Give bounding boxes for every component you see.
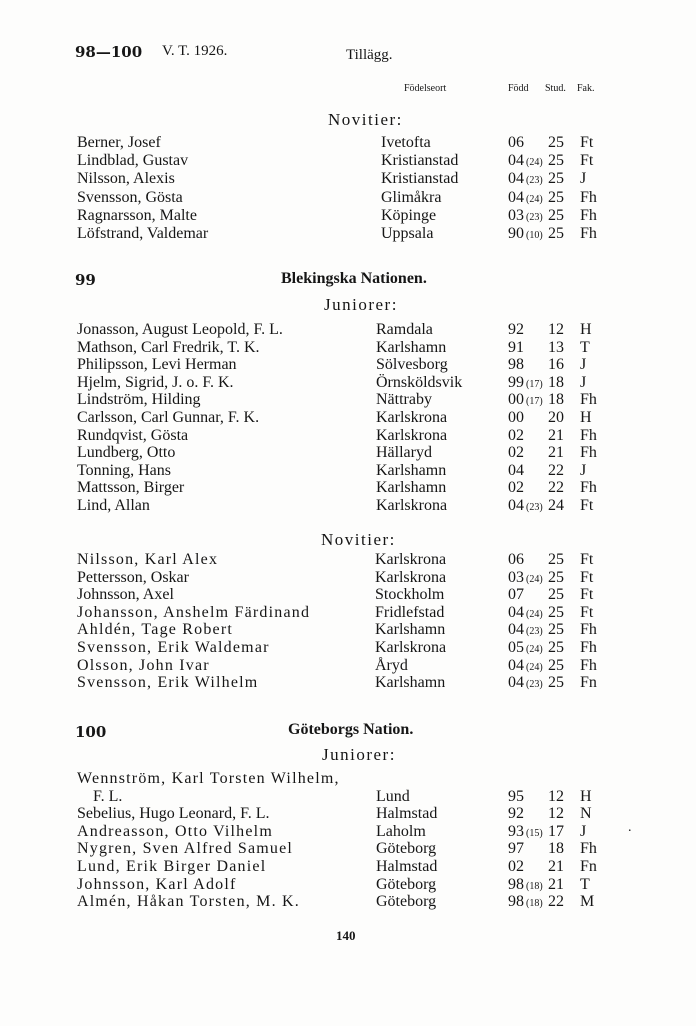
table-row [0, 427, 696, 445]
stray-mark: . [628, 820, 632, 835]
entry-stud-year: 25 [548, 603, 564, 621]
entry-born: 02 [508, 479, 524, 497]
entry-stud-year: 25 [548, 586, 564, 604]
entry-matric-note: (18) [526, 880, 543, 892]
entry-matric-note: (23) [526, 175, 543, 187]
entry-born: 97 [508, 840, 524, 858]
table-row [0, 356, 696, 374]
entry-matric-note: (18) [526, 898, 543, 910]
entry-name: Jonasson, August Leopold, F. L. [77, 321, 283, 338]
table-row [0, 569, 696, 587]
entry-born: 04 [508, 188, 524, 206]
entry-birthplace: Karlshamn [376, 461, 447, 479]
table-row [0, 657, 696, 675]
entry-name: Berner, Josef [77, 134, 161, 151]
entry-name: Lindblad, Gustav [77, 152, 189, 170]
entry-born: 91 [508, 338, 524, 356]
entry-birthplace: Kristianstad [381, 170, 459, 188]
entry-faculty: J [580, 373, 587, 391]
entry-name: Svensson, Gösta [77, 188, 183, 206]
entry-matric-note: (24) [526, 573, 543, 585]
entry-stud-year: 21 [548, 426, 564, 444]
entry-faculty: J [580, 461, 587, 479]
entry-name: Ragnarsson, Malte [77, 206, 197, 224]
entry-matric-note: (23) [526, 679, 543, 691]
entry-born: 03 [508, 206, 524, 224]
entry-name: Johansson, Anshelm Färdinand [77, 603, 311, 621]
entry-birthplace: Köpinge [381, 206, 437, 224]
entry-birthplace: Kristianstad [381, 152, 459, 170]
table-row [0, 189, 696, 207]
table-row [0, 152, 696, 170]
nation-number: 100 [75, 723, 107, 741]
entry-born: 98 [508, 356, 524, 374]
entry-name: Almén, Håkan Torsten, M. K. [77, 893, 300, 911]
page-range: 98—100 [75, 43, 143, 61]
table-row [0, 444, 696, 462]
page-title: Tillägg. [346, 47, 393, 63]
entry-birthplace: Stockholm [375, 586, 445, 604]
entry-stud-year: 21 [548, 858, 564, 875]
entry-faculty: Fh [580, 188, 597, 206]
entry-birthplace: Sölvesborg [376, 356, 448, 374]
entry-stud-year: 25 [548, 674, 564, 692]
entry-born: 05 [508, 639, 524, 656]
entry-faculty: H [580, 787, 592, 805]
entry-born: 04 [508, 674, 524, 692]
entry-born: 90 [508, 225, 524, 242]
entry-born: 04 [508, 152, 524, 170]
entry-faculty: H [580, 321, 592, 338]
entry-faculty: T [580, 338, 590, 356]
table-row [0, 479, 696, 497]
table-row [0, 876, 696, 894]
entry-born: 04 [508, 497, 524, 514]
entry-birthplace: Karlshamn [376, 338, 447, 356]
entry-stud-year: 16 [548, 356, 564, 374]
entry-name: Sebelius, Hugo Leonard, F. L. [77, 805, 270, 823]
entry-stud-year: 25 [548, 551, 564, 568]
entry-birthplace: Karlshamn [376, 479, 447, 497]
entry-birthplace: Karlskrona [375, 551, 447, 568]
entry-born: 06 [508, 134, 524, 151]
entry-birthplace: Ramdala [376, 321, 433, 338]
table-row [0, 840, 696, 858]
page-number: 140 [336, 928, 356, 943]
entry-born: 95 [508, 787, 524, 805]
entry-name: Ahldén, Tage Robert [77, 621, 234, 639]
entry-matric-note: (17) [526, 378, 543, 390]
table-row [0, 586, 696, 604]
table-row [0, 823, 696, 841]
entry-stud-year: 25 [548, 568, 564, 586]
table-row [0, 134, 696, 152]
entry-faculty: N [580, 805, 592, 823]
entry-birthplace: Karlshamn [375, 674, 446, 692]
entry-name: Pettersson, Oskar [77, 568, 189, 586]
entry-faculty: Fh [580, 656, 597, 674]
entry-name: Lund, Erik Birger Daniel [77, 858, 267, 875]
table-row [0, 788, 696, 806]
term-label: V. T. 1926. [162, 43, 228, 59]
entry-faculty: J [580, 822, 587, 840]
entry-matric-note: (23) [526, 626, 543, 638]
column-header-fak: Fak. [577, 83, 595, 94]
entry-born: 02 [508, 858, 524, 875]
entry-stud-year: 25 [548, 621, 564, 639]
entry-name: Carlsson, Carl Gunnar, F. K. [77, 409, 260, 426]
table-row [0, 674, 696, 692]
entry-name: Johnsson, Karl Adolf [77, 875, 237, 893]
entry-name: Mattsson, Birger [77, 479, 185, 497]
entry-name: Mathson, Carl Fredrik, T. K. [77, 338, 260, 356]
entry-birthplace: Karlskrona [376, 426, 448, 444]
entry-birthplace: Halmstad [376, 805, 438, 823]
entry-faculty: Fh [580, 391, 597, 409]
entry-faculty: Fh [580, 840, 597, 858]
entry-faculty: T [580, 875, 590, 893]
entry-matric-note: (17) [526, 396, 543, 408]
entry-faculty: Ft [580, 134, 594, 151]
entry-matric-note: (24) [526, 157, 543, 169]
entry-faculty: H [580, 409, 592, 426]
entry-born: 93 [508, 822, 524, 840]
entry-born: 00 [508, 409, 524, 426]
entry-stud-year: 25 [548, 188, 564, 206]
entry-born: 06 [508, 551, 524, 568]
entry-stud-year: 24 [548, 497, 564, 514]
entry-matric-note: (24) [526, 608, 543, 620]
entry-born: 00 [508, 391, 524, 409]
table-row [0, 225, 696, 243]
entry-faculty: Ft [580, 152, 594, 170]
entry-born: 03 [508, 568, 524, 586]
entry-stud-year: 25 [548, 134, 564, 151]
entry-birthplace: Glimåkra [381, 188, 442, 206]
entry-stud-year: 18 [548, 840, 564, 858]
entry-matric-note: (10) [526, 230, 543, 241]
table-row [0, 770, 696, 788]
entry-name: Wennström, Karl Torsten Wilhelm, [77, 770, 340, 787]
entry-birthplace: Karlskrona [375, 568, 447, 586]
entry-name: Lindström, Hilding [77, 391, 201, 409]
entry-name: Lind, Allan [77, 497, 150, 514]
entry-stud-year: 18 [548, 373, 564, 391]
entry-birthplace: Åryd [375, 656, 408, 674]
entry-name: Andreasson, Otto Vilhelm [77, 822, 273, 840]
section-heading: Juniorer: [324, 295, 398, 314]
section-heading: Juniorer: [322, 745, 396, 764]
entry-faculty: M [580, 893, 595, 911]
entry-birthplace: Halmstad [376, 858, 438, 875]
entry-name: Tonning, Hans [77, 461, 171, 479]
entry-birthplace: Karlskrona [376, 409, 448, 426]
entry-matric-note: (23) [526, 211, 543, 223]
table-row [0, 391, 696, 409]
entry-faculty: Fh [580, 444, 597, 462]
entry-faculty: Ft [580, 551, 594, 568]
entry-born: 04 [508, 603, 524, 621]
entry-name: Svensson, Erik Wilhelm [77, 674, 259, 692]
entry-name: F. L. [93, 787, 123, 805]
entry-faculty: Ft [580, 586, 594, 604]
entry-born: 99 [508, 373, 524, 391]
entry-birthplace: Göteborg [376, 840, 437, 858]
section-heading: Novitier: [328, 110, 403, 129]
entry-name: Löfstrand, Valdemar [77, 225, 209, 242]
entry-faculty: Fh [580, 426, 597, 444]
entry-faculty: Ft [580, 497, 594, 514]
table-row [0, 409, 696, 427]
table-row [0, 604, 696, 622]
entry-stud-year: 25 [548, 225, 564, 242]
entry-faculty: J [580, 170, 587, 188]
entry-stud-year: 22 [548, 479, 564, 497]
table-row [0, 339, 696, 357]
entry-stud-year: 25 [548, 170, 564, 188]
entry-stud-year: 22 [548, 461, 564, 479]
entry-birthplace: Laholm [376, 822, 426, 840]
table-row [0, 639, 696, 657]
entry-stud-year: 25 [548, 152, 564, 170]
entry-name: Johnsson, Axel [77, 586, 174, 604]
entry-born: 04 [508, 170, 524, 188]
table-row [0, 462, 696, 480]
table-row [0, 170, 696, 188]
entry-birthplace: Karlskrona [375, 639, 447, 656]
entry-matric-note: (15) [526, 827, 543, 839]
entry-stud-year: 25 [548, 656, 564, 674]
entry-faculty: Fn [580, 858, 597, 875]
entry-name: Nilsson, Alexis [77, 170, 175, 188]
nation-title: Blekingska Nationen. [281, 270, 427, 287]
entry-faculty: Ft [580, 568, 594, 586]
entry-birthplace: Karlshamn [375, 621, 446, 639]
entry-faculty: J [580, 356, 587, 374]
entry-stud-year: 17 [548, 822, 564, 840]
entry-faculty: Fh [580, 621, 597, 639]
entry-birthplace: Nättraby [376, 391, 432, 409]
entry-stud-year: 21 [548, 444, 564, 462]
entry-born: 04 [508, 461, 524, 479]
entry-stud-year: 12 [548, 321, 564, 338]
entry-faculty: Ft [580, 603, 594, 621]
entry-name: Nilsson, Karl Alex [77, 551, 219, 568]
entry-stud-year: 22 [548, 893, 564, 911]
table-row [0, 497, 696, 515]
entry-faculty: Fh [580, 639, 597, 656]
entry-matric-note: (24) [526, 193, 543, 205]
table-row [0, 621, 696, 639]
entry-born: 92 [508, 321, 524, 338]
entry-born: 92 [508, 805, 524, 823]
entry-stud-year: 25 [548, 206, 564, 224]
entry-name: Rundqvist, Gösta [77, 426, 189, 444]
table-row [0, 374, 696, 392]
entry-birthplace: Lund [376, 787, 410, 805]
table-row [0, 551, 696, 569]
nation-number: 99 [75, 271, 96, 289]
entry-birthplace: Karlskrona [376, 497, 448, 514]
entry-name: Olsson, John Ivar [77, 656, 210, 674]
entry-stud-year: 21 [548, 875, 564, 893]
entry-birthplace: Hällaryd [376, 444, 432, 462]
entry-born: 02 [508, 426, 524, 444]
table-row [0, 893, 696, 911]
entry-name: Lundberg, Otto [77, 444, 176, 462]
table-row [0, 321, 696, 339]
section-heading: Novitier: [321, 530, 396, 549]
entry-matric-note: (24) [526, 661, 543, 673]
entry-born: 98 [508, 893, 524, 911]
entry-born: 04 [508, 621, 524, 639]
entry-faculty: Fh [580, 479, 597, 497]
entry-born: 02 [508, 444, 524, 462]
entry-born: 98 [508, 875, 524, 893]
entry-born: 04 [508, 656, 524, 674]
column-header-born: Född [508, 83, 529, 94]
entry-matric-note: (24) [526, 644, 543, 655]
entry-birthplace: Uppsala [381, 225, 434, 242]
table-row [0, 805, 696, 823]
entry-matric-note: (23) [526, 502, 543, 513]
entry-stud-year: 25 [548, 639, 564, 656]
entry-birthplace: Göteborg [376, 875, 437, 893]
column-header-birthplace: Födelseort [404, 83, 447, 94]
entry-birthplace: Göteborg [376, 893, 437, 911]
entry-name: Nygren, Sven Alfred Samuel [77, 840, 294, 858]
entry-faculty: Fn [580, 674, 597, 692]
entry-birthplace: Örnsköldsvik [376, 373, 463, 391]
entry-birthplace: Fridlefstad [375, 603, 445, 621]
entry-stud-year: 18 [548, 391, 564, 409]
entry-name: Svensson, Erik Waldemar [77, 639, 270, 656]
entry-stud-year: 12 [548, 805, 564, 823]
table-row [0, 207, 696, 225]
entry-faculty: Fh [580, 206, 597, 224]
entry-stud-year: 13 [548, 338, 564, 356]
entry-name: Philipsson, Levi Herman [77, 356, 237, 374]
nation-title: Göteborgs Nation. [288, 721, 414, 738]
entry-faculty: Fh [580, 225, 597, 242]
entry-stud-year: 12 [548, 787, 564, 805]
entry-born: 07 [508, 586, 524, 604]
entry-name: Hjelm, Sigrid, J. o. F. K. [77, 373, 234, 391]
column-header-stud: Stud. [545, 83, 566, 94]
table-row [0, 858, 696, 876]
entry-birthplace: Ivetofta [381, 134, 431, 151]
entry-stud-year: 20 [548, 409, 564, 426]
